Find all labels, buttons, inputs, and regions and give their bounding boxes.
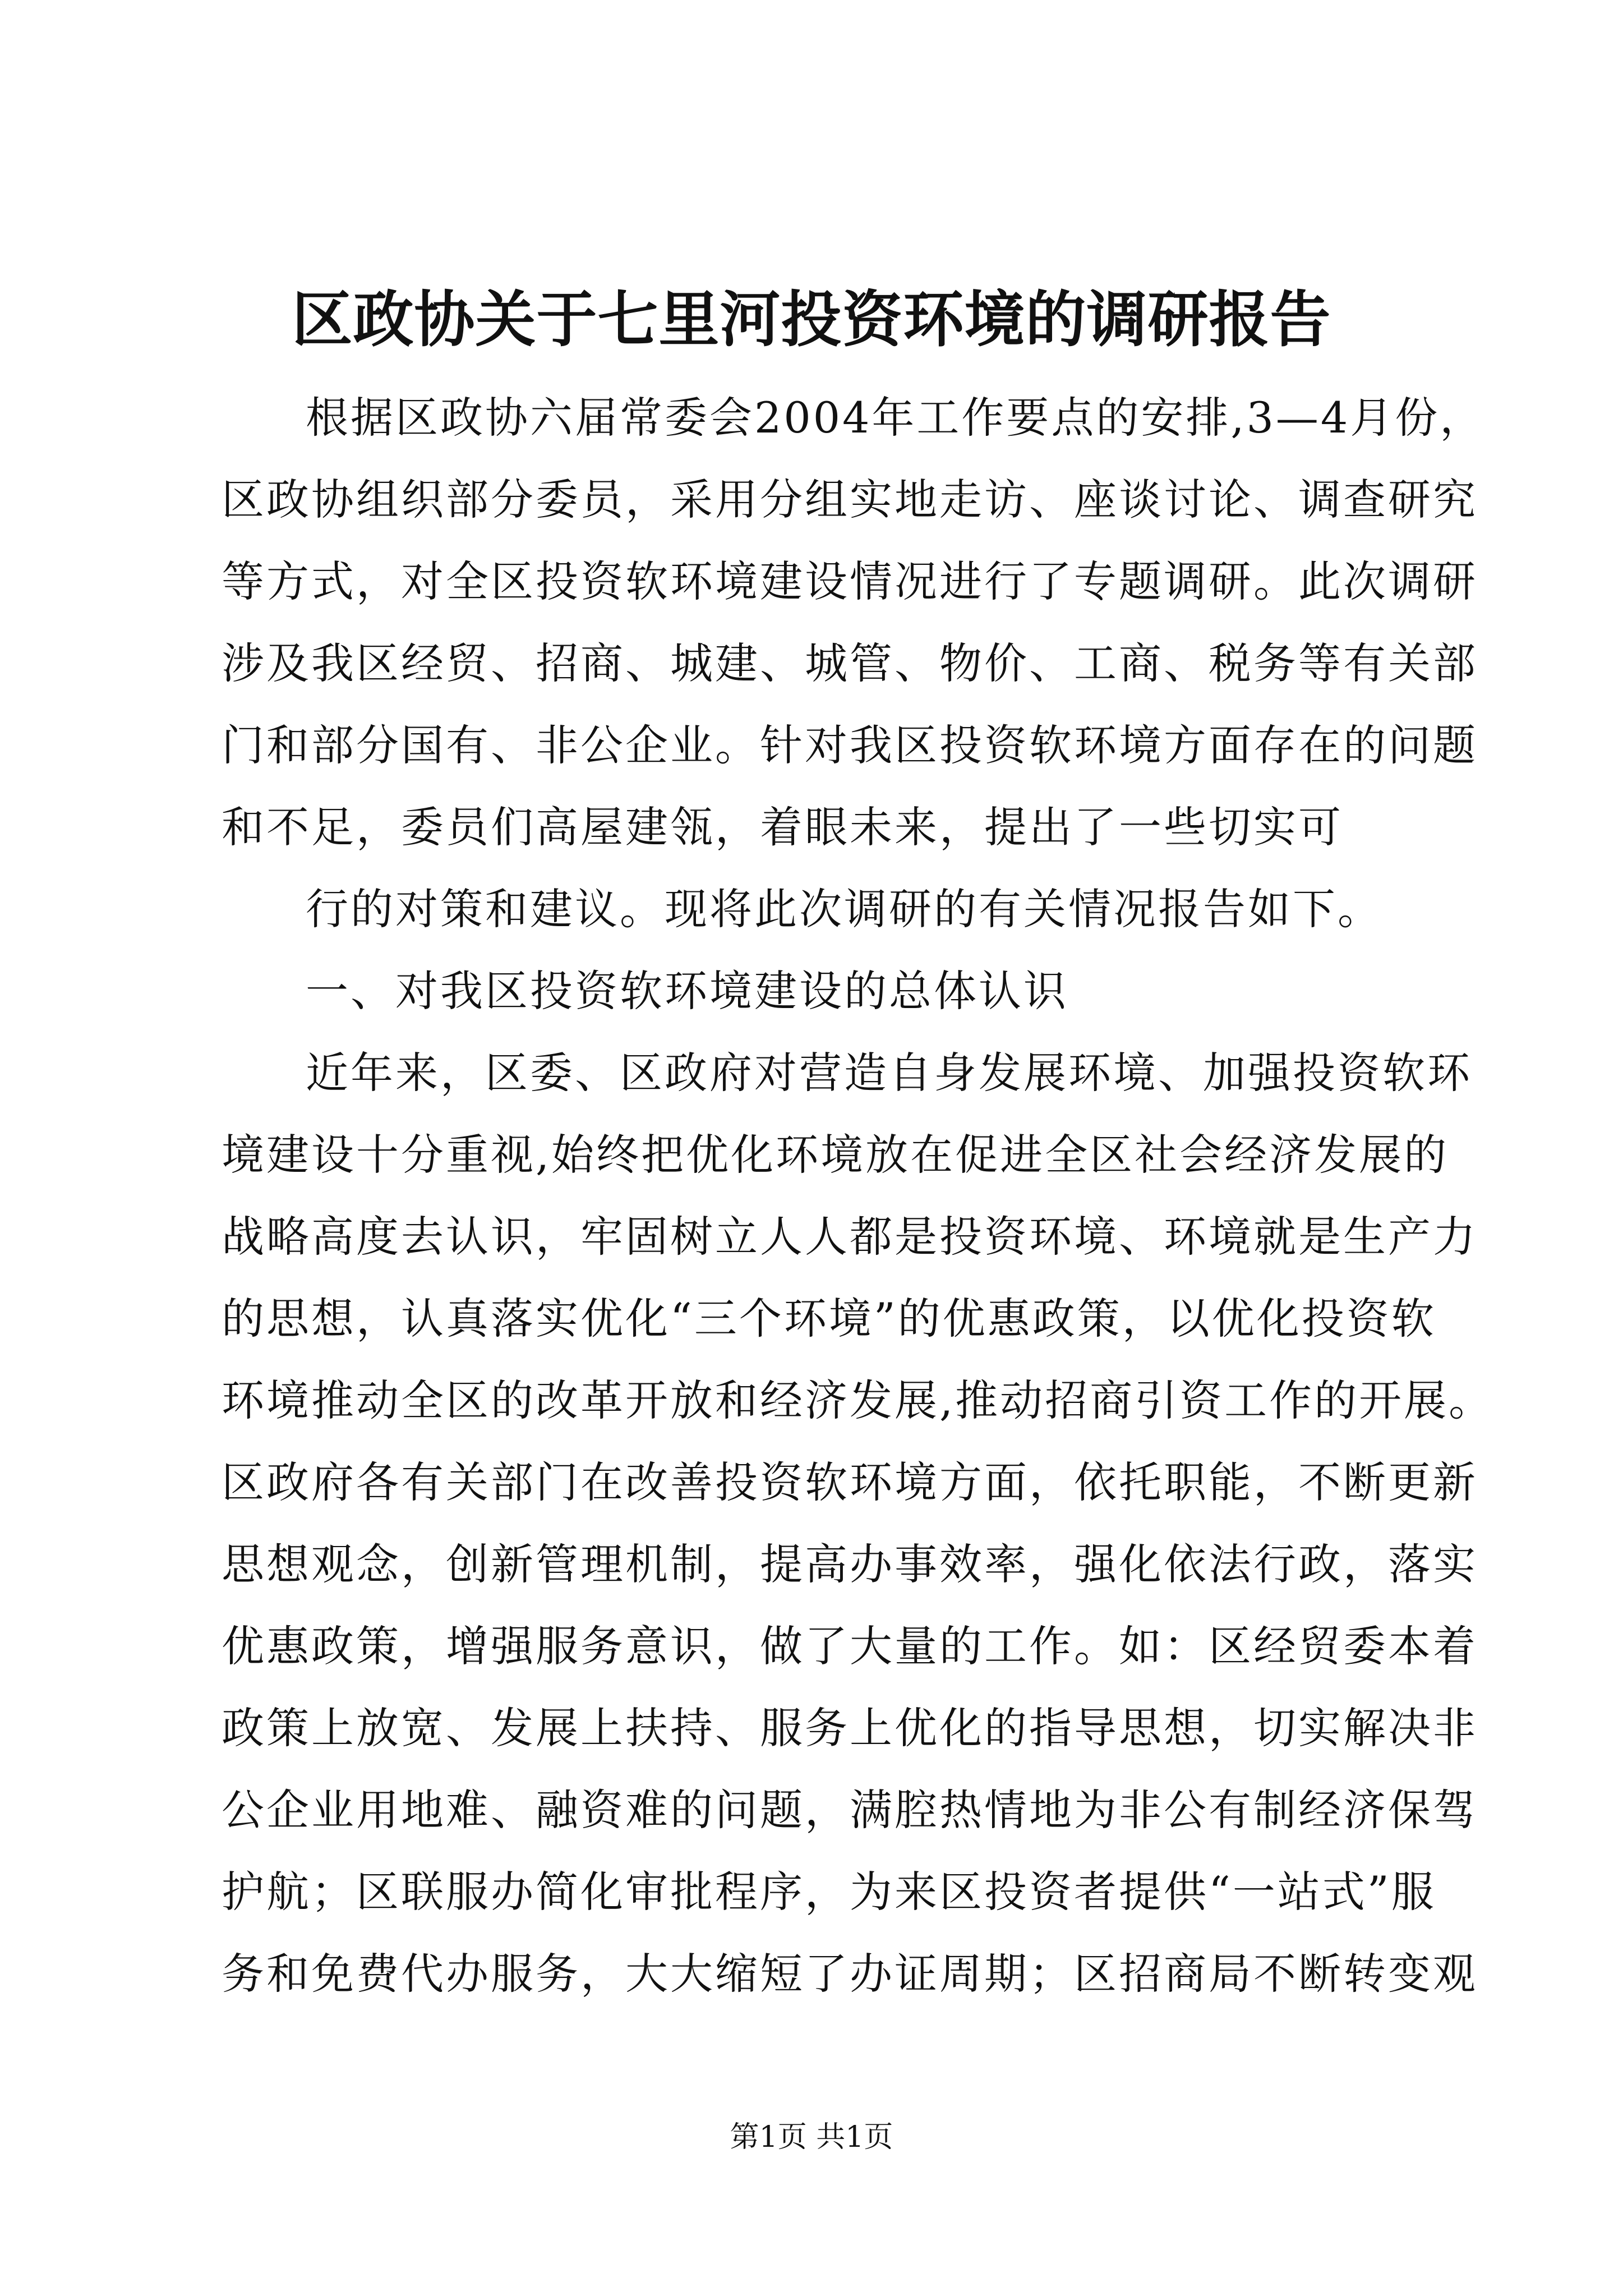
paragraph-line: 政策上放宽、发展上扶持、服务上优化的指导思想，切实解决非: [222, 1703, 1478, 1753]
paragraph-line: 公企业用地难、融资难的问题，满腔热情地为非公有制经济保驾: [222, 1785, 1478, 1835]
paragraph-line: 区政府各有关部门在改善投资软环境方面，依托职能，不断更新: [222, 1457, 1478, 1507]
paragraph-line: 门和部分国有、非公企业。针对我区投资软环境方面存在的问题: [222, 720, 1478, 770]
paragraph-line: 务和免费代办服务，大大缩短了办证周期；区招商局不断转变观: [222, 1949, 1478, 1999]
paragraph-line: 境建设十分重视,始终把优化环境放在促进全区社会经济发展的: [222, 1130, 1449, 1180]
page-footer: 第1页 共1页: [730, 2120, 893, 2154]
paragraph-line: 战略高度去认识，牢固树立人人都是投资环境、环境就是生产力: [222, 1212, 1478, 1262]
paragraph-line: 和不足，委员们高屋建瓴，着眼未来，提出了一些切实可: [222, 802, 1343, 852]
paragraph-line: 优惠政策，增强服务意识，做了大量的工作。如：区经贸委本着: [222, 1621, 1478, 1671]
paragraph-line: 等方式，对全区投资软环境建设情况进行了专题调研。此次调研: [222, 556, 1478, 606]
section-heading: 一、对我区投资软环境建设的总体认识: [306, 966, 1068, 1016]
paragraph-line: 护航；区联服办简化审批程序，为来区投资者提供“一站式”服: [222, 1867, 1436, 1917]
paragraph-line: 涉及我区经贸、招商、城建、城管、物价、工商、税务等有关部: [222, 638, 1478, 688]
paragraph-line: 行的对策和建议。现将此次调研的有关情况报告如下。: [306, 884, 1382, 934]
document-title: 区政协关于七里河投资环境的调研报告: [292, 284, 1331, 355]
paragraph-line: 区政协组织部分委员，采用分组实地走访、座谈讨论、调查研究: [222, 475, 1478, 524]
paragraph-line: 环境推动全区的改革开放和经济发展,推动招商引资工作的开展。: [222, 1375, 1494, 1425]
paragraph-line: 思想观念，创新管理机制，提高办事效率，强化依法行政，落实: [222, 1539, 1478, 1589]
paragraph-line: 的思想，认真落实优化“三个环境”的优惠政策，以优化投资软: [222, 1294, 1436, 1343]
paragraph-line: 根据区政协六届常委会2004年工作要点的安排,3—4月份，: [306, 393, 1485, 443]
paragraph-line: 近年来，区委、区政府对营造自身发展环境、加强投资软环: [306, 1048, 1472, 1098]
